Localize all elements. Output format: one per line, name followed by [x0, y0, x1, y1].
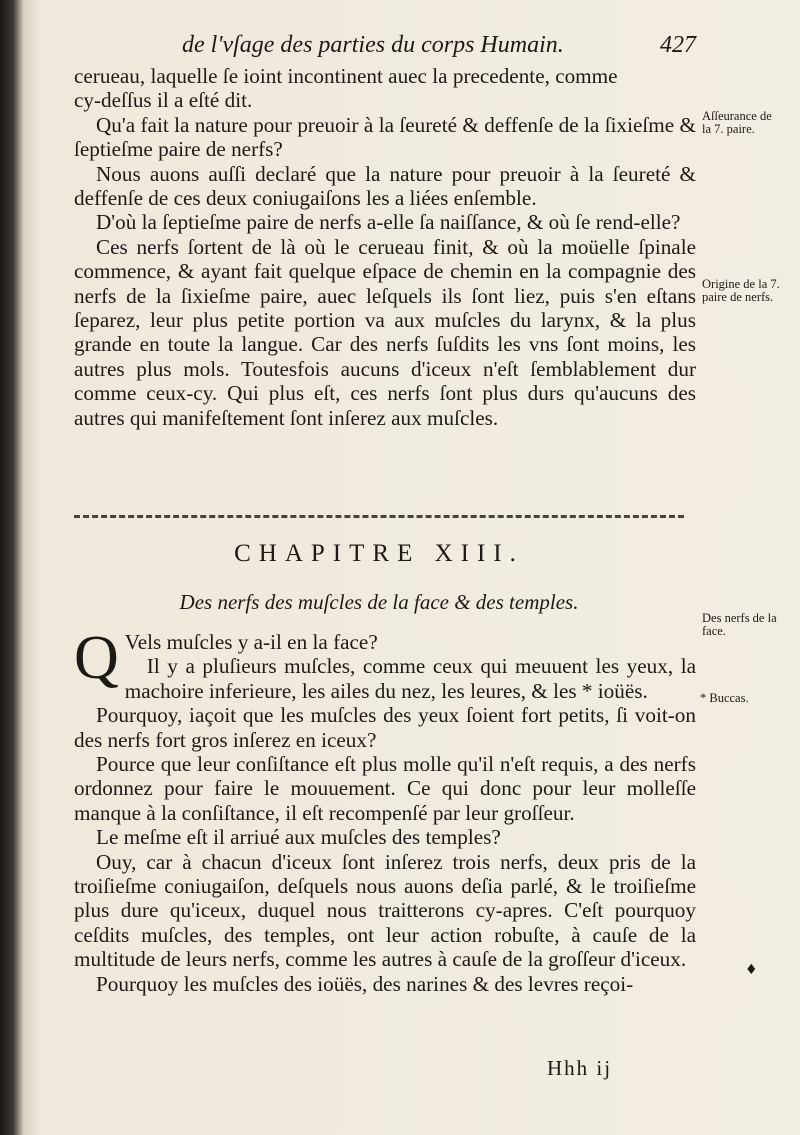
margin-note-face: Des nerfs de la face.: [702, 611, 777, 638]
signature-mark: Hhh ij: [547, 1056, 613, 1080]
page-number: 427: [660, 32, 696, 58]
section-divider: [74, 515, 684, 518]
margin-note-asseurance: Aſſeurance de la 7. paire.: [702, 109, 772, 136]
continuation-line: cy-deſſus il a eſté dit.: [74, 88, 253, 113]
drop-cap: Q: [74, 624, 119, 692]
answer-paragraph: Nous auons auſſi declaré que la nature pour preuoir à la ſeureté & deffenſe de ces deux coniugaiſons les a liées enſemble.: [74, 161, 696, 211]
chapter-text-block: [74, 624, 696, 996]
answer-paragraph: Ouy, car à chacun d'iceux ſont inſerez trois nerfs, deux pris de la troiſieſme coniugaiſon, deſquels nous auons deſia parlé, & le troiſieſme plus dure qu'iceux, duquel nous traitterons cy-apres. C'eſt pourquoy ceſdits muſcles, des temples, ont leur action robuſte, à cauſe de la multitude de leurs nerfs, comme les autres à cauſe de la groſſeur d'iceux.: [74, 849, 696, 972]
margin-note-origine: Origine de la 7. paire de nerfs.: [702, 277, 780, 304]
continuation-line: cerueau, laquelle ſe ioint incontinent auec la precedente, comme: [74, 64, 618, 88]
question-paragraph: Pourquoy les muſcles des ioüës, des narines & des levres reçoi-: [96, 971, 634, 996]
answer-paragraph: Ces nerfs ſortent de là où le cerueau finit, & où la moüelle ſpinale commence, & ayant fait quelque eſpace de chemin en la compagnie des nerfs de la ſixieſme paire, auec leſquels ils ſont liez, puis s'en eſtans ſeparez, leur plus petite portion va aux muſcles du larynx, & la plus grande en toute la langue. Car des nerfs ſuſdits les vns ſont moins, les autres plus mols. Toutesfois aucuns d'iceux n'eſt ſemblablement dur comme ceux-cy. Qui plus eſt, ces nerfs ſont plus durs qu'aucuns des autres qui manifeſtement ſont inſerez aux muſcles.: [74, 234, 696, 430]
book-gutter: [0, 0, 22, 1135]
answer-paragraph: Il y a pluſieurs muſcles, comme ceux qui meuuent les yeux, la machoire inferieure, les ailes du nez, les leures, & les * ioüës.: [124, 654, 696, 703]
ink-mark-icon: ♦: [745, 962, 758, 978]
chapter-subtitle: Des nerfs des muſcles de la face & des temples.: [179, 590, 579, 614]
question-paragraph: D'où la ſeptieſme paire de nerfs a-elle ſa naiſſance, & où ſe rend-elle?: [96, 210, 681, 235]
answer-paragraph: Pource que leur conſiſtance eſt plus molle qu'il n'eſt requis, a des nerfs ordonnez pour faire le mouuement. Ce qui donc pour leur molleſſe manque à la conſiſtance, il eſt recompenſé par leur groſſeur.: [74, 752, 696, 825]
top-text-block: [74, 64, 696, 430]
running-title: de l'vſage des parties du corps Humain.: [182, 32, 564, 58]
question-paragraph: Pourquoy, iaçoit que les muſcles des yeux ſoient fort petits, ſi voit-on des nerfs fort gros inſerez en iceux?: [74, 703, 696, 752]
question-paragraph: Qu'a fait la nature pour preuoir à la ſeureté & deffenſe de la ſixieſme & ſeptieſme paire de nerfs?: [74, 112, 696, 162]
margin-note-buccas: * Buccas.: [700, 691, 749, 705]
question-paragraph: Le meſme eſt il arriué aux muſcles des temples?: [96, 825, 501, 850]
running-header: [60, 30, 700, 60]
chapter-heading: CHAPITRE XIII.: [234, 540, 524, 567]
first-question: Vels muſcles y a-il en la face?: [124, 630, 378, 654]
